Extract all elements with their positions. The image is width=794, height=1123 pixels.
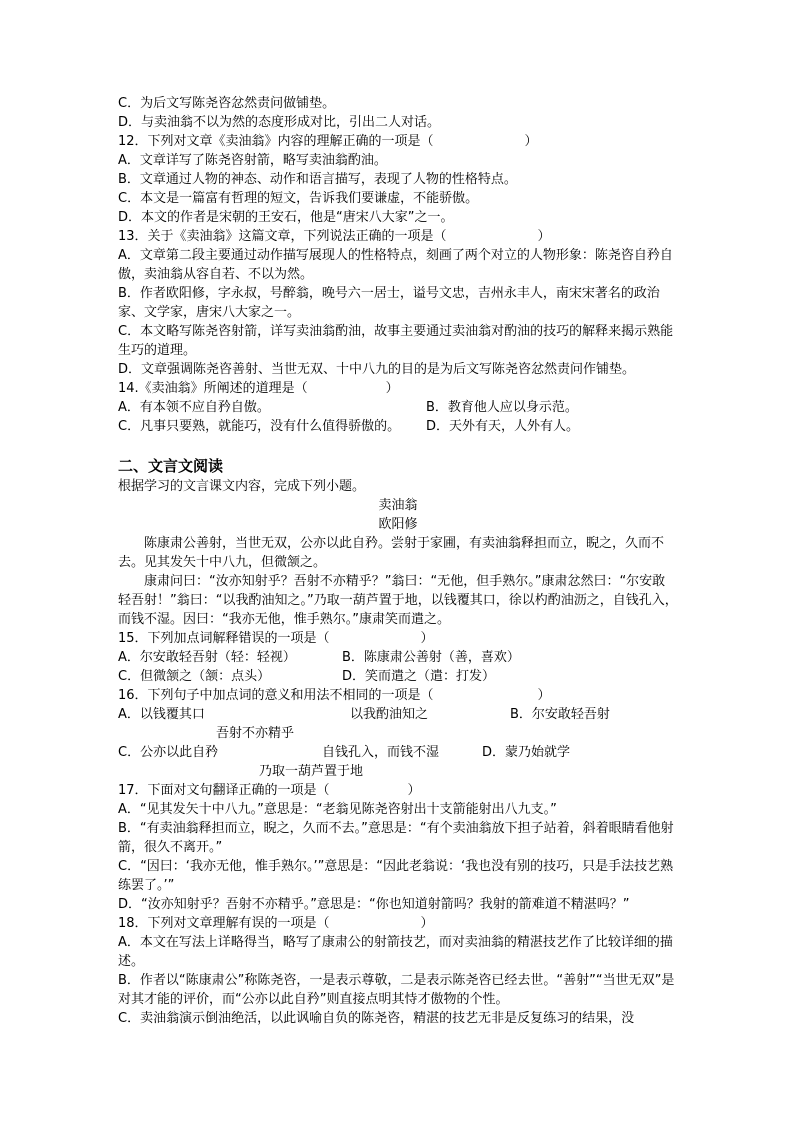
- q13-option-c: C．本文略写陈尧咨射箭，详写卖油翁酌油，故事主要通过卖油翁对酌油的技巧的解释来揭示熟能生巧的道理。: [118, 324, 674, 358]
- q13-option-d: D．文章强调陈尧咨善射、当世无双、十中八九的目的是为后文写陈尧咨忿然责问作铺垫。: [118, 362, 636, 377]
- q12-option-b: B．文章通过人物的神态、动作和语言描写，表现了人物的性格特点。: [118, 172, 517, 187]
- q13-stem: 13．关于《卖油翁》这篇文章，下列说法正确的一项是（ ）: [118, 229, 551, 244]
- q14-option-c: C．凡事只要熟，就能巧，没有什么值得骄傲的。: [118, 419, 401, 434]
- q18-option-c: C．卖油翁演示倒油绝活，以此讽喻自负的陈尧咨，精湛的技艺无非是反复练习的结果，没: [118, 1011, 635, 1026]
- q16-option-b-first: B．尔安敢轻吾射: [510, 707, 610, 722]
- q14-option-b: B．教育他人应以身示范。: [426, 400, 578, 415]
- q17-stem: 17．下面对文句翻译正确的一项是（ ）: [118, 783, 421, 798]
- q17-option-b: B．“有卖油翁释担而立，睨之，久而不去。”意思是：“有个卖油翁放下担子站着，斜着眼睛看他射箭，很久不离开。”: [118, 821, 674, 855]
- q16-options-row-4: [118, 762, 678, 781]
- q18-stem: 18．下列对文章理解有误的一项是（ ）: [118, 916, 434, 931]
- q16-option-a-second: 以我酌油知之: [350, 707, 429, 722]
- q16-option-b-second: 吾射不亦精乎: [216, 726, 295, 741]
- q16-option-d-second: 乃取一葫芦置于地: [259, 764, 364, 779]
- section-intro: 根据学习的文言课文内容，完成下列小题。: [118, 479, 366, 494]
- q11-option-c: C．为后文写陈尧咨忿然责问做铺垫。: [118, 96, 336, 111]
- q16-options-row-2: [118, 724, 678, 743]
- q12-option-c: C．本文是一篇富有哲理的短文，告诉我们要谦虚，不能骄傲。: [118, 191, 479, 206]
- q14-options-row-2: [118, 417, 678, 436]
- q15-options-row-1: [118, 648, 678, 667]
- q13-option-a: A．文章第二段主要通过动作描写展现人的性格特点，刻画了两个对立的人物形象：陈尧咨自矜自傲，卖油翁从容自若、不以为然。: [118, 248, 673, 282]
- q12-option-d: D．本文的作者是宋朝的王安石，他是“唐宋八大家”之一。: [118, 210, 454, 225]
- q18-option-b: B．作者以“陈康肃公”称陈尧咨，一是表示尊敬，二是表示陈尧咨已经去世。“善射”“当世无双”是对其才能的评价，而“公亦以此自矜”则直接点明其恃才傲物的个性。: [118, 973, 675, 1007]
- q14-option-d: D．天外有天，人外有人。: [426, 419, 580, 434]
- q12-stem: 12．下列对文章《卖油翁》内容的理解正确的一项是（ ）: [118, 134, 538, 149]
- q15-option-d: D．笑而遣之（遣：打发）: [342, 669, 496, 684]
- q16-option-c-first: C．公亦以此自矜: [118, 745, 219, 760]
- q15-option-b: B．陈康肃公善射（善，喜欢）: [342, 650, 520, 665]
- q16-option-a-first: A．以钱覆其口: [118, 707, 205, 722]
- q18-option-a: A．本文在写法上详略得当，略写了康肃公的射箭技艺，而对卖油翁的精湛技艺作了比较详细的描述。: [118, 935, 673, 969]
- q14-options-row-1: [118, 398, 678, 417]
- q15-stem: 15．下列加点词解释错误的一项是（ ）: [118, 631, 434, 646]
- q16-option-c-second: 自钱孔入，而钱不湿: [322, 745, 440, 760]
- q13-option-b: B．作者欧阳修，字永叔，号醉翁，晚号六一居士，谥号文忠，吉州永丰人，南宋宋著名的政治家、文学家，唐宋八大家之一。: [118, 286, 660, 320]
- q16-options-row-3: [118, 743, 678, 762]
- document-body: [118, 94, 678, 1028]
- q16-options-row-1: [118, 705, 678, 724]
- q16-option-d-first: D．蒙乃始就学: [482, 745, 571, 760]
- passage-title: 卖油翁: [378, 498, 418, 513]
- q15-options-row-2: [118, 667, 678, 686]
- q14-option-a: A．有本领不应自矜自傲。: [118, 400, 270, 415]
- q15-option-c: C．但微颔之（颔：点头）: [118, 669, 271, 684]
- q17-option-d: D．“汝亦知射乎？吾射不亦精乎。”意思是：“你也知道射箭吗？我射的箭难道不精湛吗？”: [118, 897, 630, 912]
- q11-option-d: D．与卖油翁不以为然的态度形成对比，引出二人对话。: [118, 115, 441, 130]
- q17-option-a: A．“见其发矢十中八九。”意思是：“老翁见陈尧咨射出十支箭能射出八九支。”: [118, 802, 557, 817]
- passage-paragraph-2: 康肃问曰：“汝亦知射乎？吾射不亦精乎？”翁曰：“无他，但手熟尔。”康肃忿然曰：“尔安敢轻吾射！”翁曰：“以我酌油知之。”乃取一葫芦置于地，以钱覆其口，徐以杓酌油沥之，自钱孔入，而钱不湿。因曰：“我亦无他，惟手熟尔。”康肃笑而遣之。: [118, 574, 678, 627]
- passage-author: 欧阳修: [378, 517, 418, 532]
- section-heading: 二、文言文阅读: [118, 457, 224, 475]
- q14-stem: 14.《卖油翁》所阐述的道理是（ ）: [118, 381, 399, 396]
- q17-option-c: C．“因曰：‘我亦无他，惟手熟尔。’”意思是：“因此老翁说：‘我也没有别的技巧，只是手法技艺熟练罢了。’”: [118, 859, 674, 893]
- q15-option-a: A．尔安敢轻吾射（轻：轻视）: [118, 650, 296, 665]
- passage-paragraph-1: 陈康肃公善射，当世无双，公亦以此自矜。尝射于家圃，有卖油翁释担而立，睨之，久而不去。见其发矢十中八九，但微颔之。: [118, 536, 665, 570]
- q16-stem: 16．下列句子中加点词的意义和用法不相同的一项是（ ）: [118, 688, 551, 703]
- q12-option-a: A．文章详写了陈尧咨射箭，略写卖油翁酌油。: [118, 153, 387, 168]
